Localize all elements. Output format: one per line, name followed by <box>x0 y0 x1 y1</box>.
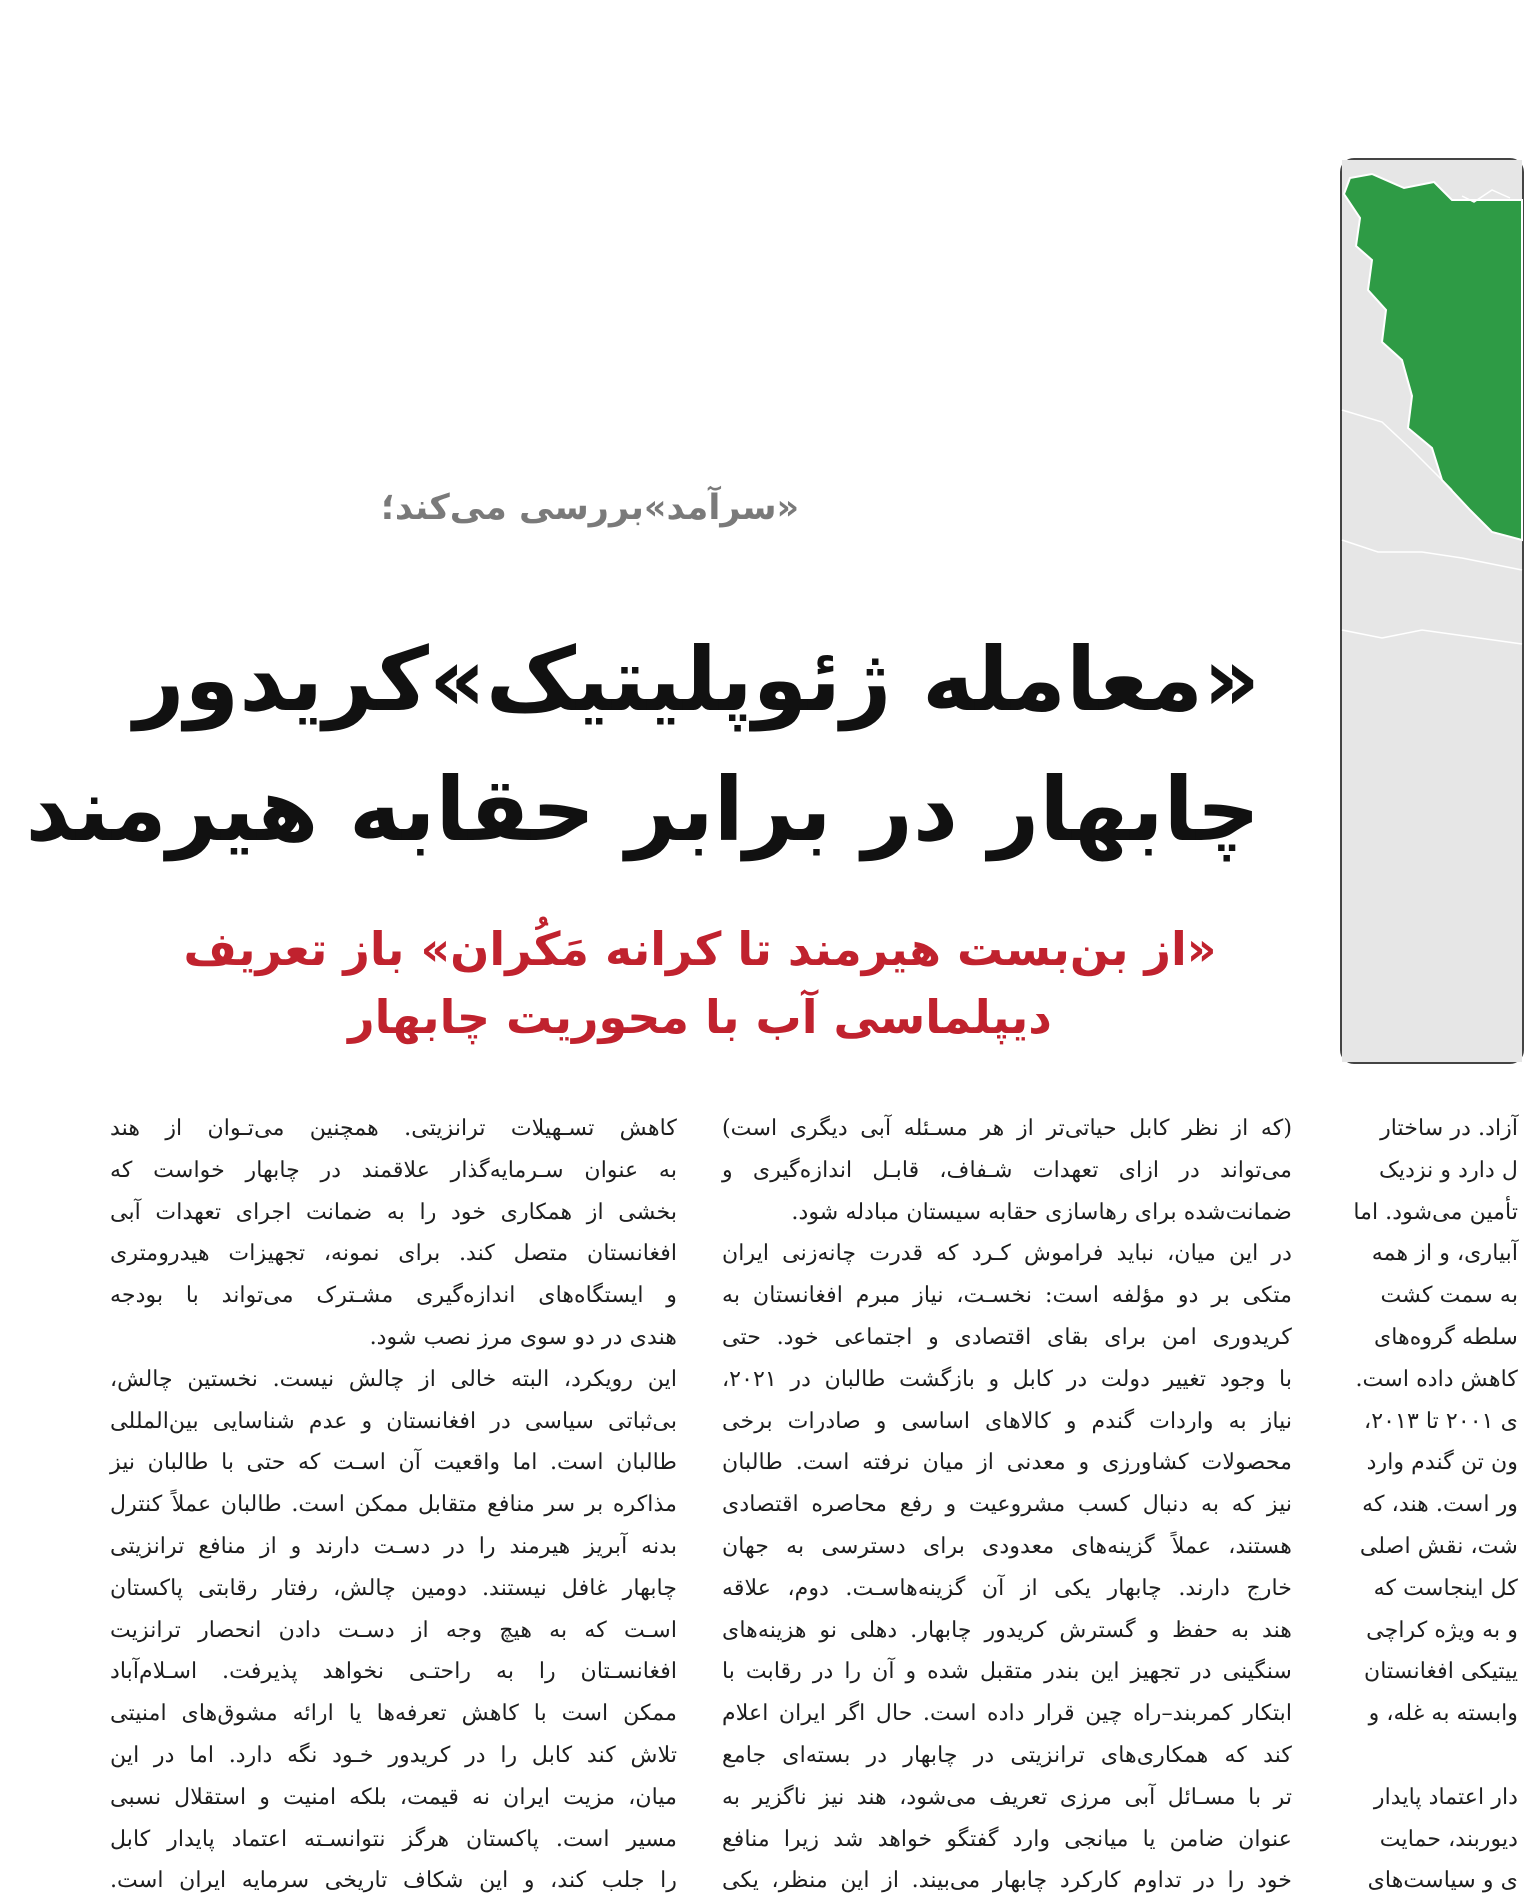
text-line: هندی در دو سوی مرز نصب شود. <box>369 1323 677 1350</box>
text-line: ور است. هند، که <box>1362 1491 1518 1518</box>
text-line: محصولات کشاورزی و معدنی از میان نرفته است. طالبان <box>722 1449 1292 1476</box>
text-line: ی ۲۰۰۱ تا ۲۰۱۳، <box>1364 1407 1518 1434</box>
subheadline-line: دیپلماسی آب با محوریت چابهار <box>348 990 1052 1044</box>
text-line: با وجود تغییر دولت در کابل و بازگشت طالبان در ۲۰۲۱، <box>722 1365 1292 1392</box>
text-line: شت، نقش اصلی <box>1359 1532 1518 1559</box>
body-column-right-partial <box>1338 1108 1518 1902</box>
text-line: دار اعتماد پایدار <box>1373 1783 1518 1810</box>
text-line: بی‌ثباتی سیاسی در افغانستان و عدم شناسایی بین‌المللی <box>110 1407 677 1434</box>
text-line: تأمین می‌شود. اما <box>1353 1198 1518 1225</box>
headline-line: چابهار در برابر حقابه هیرمند <box>25 758 1260 861</box>
text-line: ی و سیاست‌های <box>1367 1867 1518 1894</box>
text-line: مسیر است. پاکستان هرگز نتوانسـته اعتماد پایدار کابل <box>110 1825 677 1852</box>
text-line: متکی بر دو مؤلفه است: نخسـت، نیاز مبرم افغانستان به <box>722 1282 1292 1309</box>
text-line: تر با مسـائل آبی مرزی تعریف می‌شود، هند نیز ناگزیر به <box>722 1783 1292 1810</box>
text-line: کل اینجاست که <box>1373 1574 1518 1601</box>
text-line: سلطه گروه‌های <box>1373 1323 1518 1350</box>
text-line: ابتکار کمربند–راه چین قرار داده است. حال اگر ایران اعلام <box>722 1700 1292 1727</box>
text-line: هند به حفظ و گسترش کریدور چابهار. دهلی نو هزینه‌های <box>722 1616 1292 1643</box>
text-line: میان، مزیت ایران نه قیمت، بلکه امنیت و استقلال نسبی <box>110 1783 677 1810</box>
text-line: نیاز به واردات گندم و کالاهای اساسی و صادرات برخی <box>722 1407 1292 1434</box>
text-line: وابسته به غله، و <box>1368 1700 1518 1727</box>
text-line: دیوربند، حمایت <box>1379 1825 1518 1852</box>
text-line: آزاد. در ساختار <box>1380 1115 1518 1141</box>
text-line: طالبان است. اما واقعیت آن اسـت که حتی با طالبان نیز <box>110 1449 677 1476</box>
text-line: افغانستان متصل کند. برای نمونه، تجهیزات هیدرومتری <box>110 1240 677 1267</box>
text-line: و به ویژه کراچی <box>1366 1616 1518 1643</box>
text-line: خود را در تداوم کارکرد چابهار می‌بیند. از این منظر، یکی <box>722 1867 1292 1894</box>
text-line: بدنه آبریز هیرمند را در دسـت دارند و از منافع ترانزیتی <box>110 1532 677 1559</box>
text-line: چابهار غافل نیستند. دومین چالش، رفتار رقابتی پاکستان <box>110 1574 677 1601</box>
text-line: به سمت کشت <box>1380 1282 1518 1309</box>
text-line: افغانسـتان را به راحتـی نخواهد پذیرفت. اسـلام‌آباد <box>110 1658 677 1685</box>
iran-map-graphic <box>1342 160 1522 1062</box>
text-line: ممکن است با کاهش تعرفه‌ها یا ارائه مشوق‌های امنیتی <box>110 1700 677 1727</box>
text-line: کاهش داده است. <box>1355 1365 1518 1392</box>
headline-line: «معامله ژئوپلیتیک»کریدور <box>133 628 1260 731</box>
text-line: به عنوان سـرمایه‌گذار علاقمند در چابهار خواست که <box>110 1156 677 1183</box>
text-line: اسـت که به هیچ وجه از دسـت دادن انحصار ترانزیت <box>110 1616 677 1643</box>
article-headline <box>25 615 1260 875</box>
text-line: مذاکره بر سر منافع متقابل ممکن است. طالبان عملاً کنترل <box>110 1491 677 1518</box>
text-line: نیز که به دنبال کسب مشروعیت و رفع محاصره اقتصادی <box>722 1491 1292 1518</box>
map-figure <box>1340 158 1524 1064</box>
text-line: در این میان، نباید فراموش کـرد که قدرت چانه‌زنی ایران <box>722 1240 1292 1267</box>
text-line: ضمانت‌شده برای رهاسازی حقابه سیستان مبادله شود. <box>791 1198 1292 1225</box>
paragraph-gap <box>1338 1735 1518 1777</box>
text-line: (که از نظر کابل حیاتی‌تر از هر مسـئله آبی دیگری است) <box>722 1115 1292 1141</box>
text-line: عنوان ضامن یا میانجی وارد گفتگو خواهد شد زیرا منافع <box>722 1825 1292 1852</box>
text-line: بخشی از همکاری خود را به ضمانت اجرای تعهدات آبی <box>110 1198 677 1225</box>
article-kicker: «سرآمد»بررسی می‌کند؛ <box>380 488 800 528</box>
text-line: خارج دارند. چابهار یکی از آن گزینه‌هاسـت. دوم، علاقه <box>722 1574 1292 1601</box>
text-line: آبیاری، و از همه <box>1371 1240 1518 1267</box>
text-line: می‌تواند در ازای تعهدات شـفاف، قابـل اندازه‌گیری و <box>722 1156 1292 1183</box>
article-subheadline <box>180 915 1220 1051</box>
text-line: کریدوری امن برای بقای اقتصادی و اجتماعی خود. حتی <box>722 1323 1292 1350</box>
text-line: را جلب کند، و این شکاف تاریخی سرمایه ایران است. <box>110 1867 677 1894</box>
text-line: ییتیکی افغانستان <box>1363 1658 1518 1685</box>
body-column-middle <box>722 1108 1292 1902</box>
subheadline-line: «از بن‌بست هیرمند تا کرانه مَکُران» باز تعریف <box>183 922 1217 976</box>
text-line: ون تن گندم وارد <box>1366 1449 1518 1476</box>
text-line: هستند، عملاً گزینه‌های معدودی برای دسترسی به جهان <box>722 1532 1292 1559</box>
text-line: این رویکرد، البته خالی از چالش نیست. نخستین چالش، <box>110 1365 677 1392</box>
text-line: سنگینی در تجهیز این بندر متقبل شده و آن را در رقابت با <box>722 1658 1292 1685</box>
text-line: کاهش تسـهیلات ترانزیتی. همچنین می‌تـوان از هند <box>110 1115 677 1141</box>
text-line: و ایستگاه‌های اندازه‌گیری مشـترک می‌تواند با بودجه <box>110 1282 677 1309</box>
text-line: کند که همکاری‌های ترانزیتی در چابهار در بسته‌ای جامع <box>722 1741 1292 1768</box>
text-line: ل دارد و نزدیک <box>1379 1156 1518 1183</box>
text-line: تلاش کند کابل را در کریدور خـود نگه دارد. اما در این <box>110 1741 677 1768</box>
body-column-left <box>110 1108 677 1902</box>
